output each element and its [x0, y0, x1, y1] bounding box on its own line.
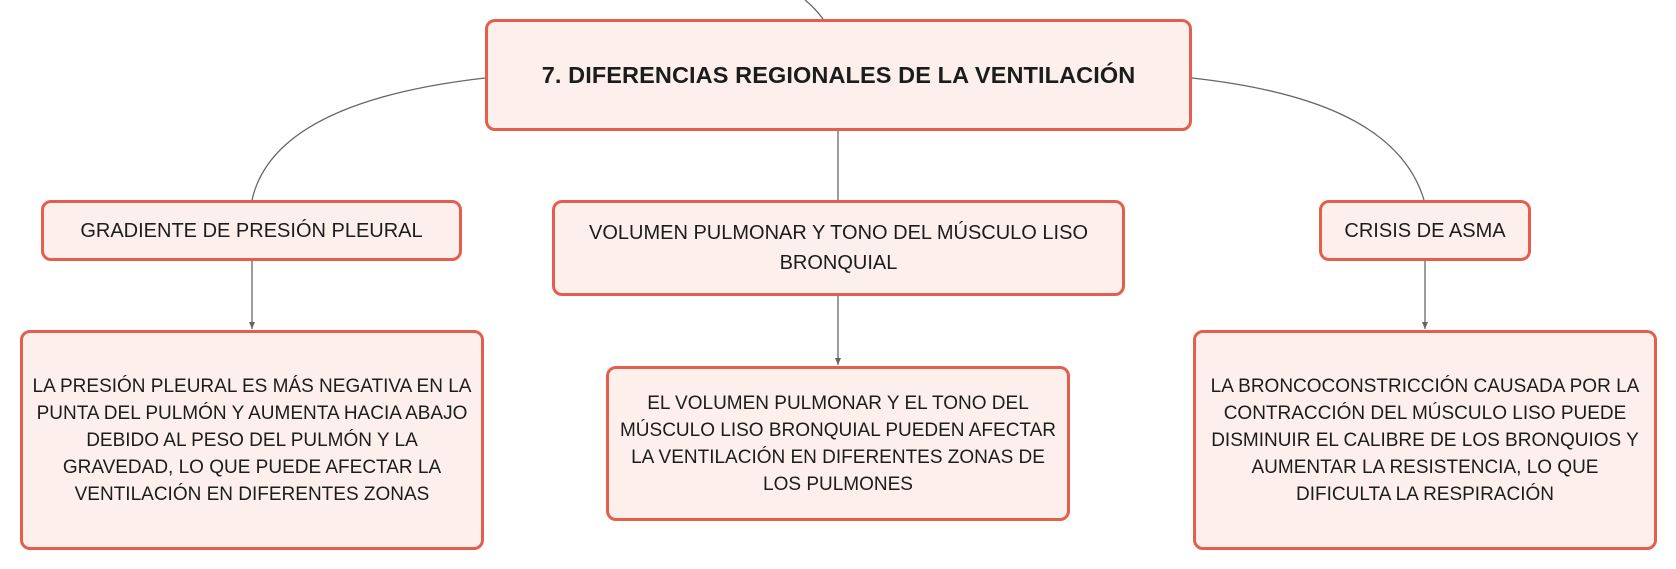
connector-root-to-branch-3 — [1192, 78, 1424, 200]
detail-node-volumen-pulmonar[interactable] — [606, 366, 1070, 521]
branch-label: GRADIENTE DE PRESIÓN PLEURAL — [80, 219, 423, 242]
branch-node-crisis-de-asma[interactable] — [1319, 200, 1531, 261]
branch-label: CRISIS DE ASMA — [1344, 219, 1506, 242]
branch-label: VOLUMEN PULMONAR Y TONO DEL MÚSCULO LISO BRONQUIAL — [588, 222, 1088, 274]
detail-text: LA PRESIÓN PLEURAL ES MÁS NEGATIVA EN LA PUNTA DEL PULMÓN Y AUMENTA HACIA ABAJO DEBIDO AL PESO DEL PULMÓN Y LA GRAVEDAD, LO QUE PUEDE AFECTAR LA VENTILACIÓN EN DIFERENTES ZONAS — [32, 375, 472, 505]
root-topic-node[interactable] — [485, 19, 1192, 131]
branch-node-volumen-pulmonar[interactable] — [552, 200, 1125, 296]
detail-text: EL VOLUMEN PULMONAR Y EL TONO DEL MÚSCULO LISO BRONQUIAL PUEDEN AFECTAR LA VENTILACIÓN EN DIFERENTES ZONAS DE LOS PULMONES — [619, 392, 1057, 495]
connector-root-to-branch-1 — [252, 78, 485, 200]
detail-text: LA BRONCOCONSTRICCIÓN CAUSADA POR LA CONTRACCIÓN DEL MÚSCULO LISO PUEDE DISMINUIR EL CALIBRE DE LOS BRONQUIOS Y AUMENTAR LA RESISTENCIA, LO QUE DIFICULTA LA RESPIRACIÓN — [1210, 375, 1640, 505]
upstream-connector — [805, 0, 823, 19]
branch-node-gradiente-presion-pleural[interactable] — [41, 200, 462, 261]
detail-node-gradiente-presion-pleural[interactable] — [20, 330, 484, 550]
detail-node-crisis-de-asma[interactable] — [1193, 330, 1657, 550]
root-topic-title: 7. DIFERENCIAS REGIONALES DE LA VENTILACIÓN — [541, 61, 1136, 88]
